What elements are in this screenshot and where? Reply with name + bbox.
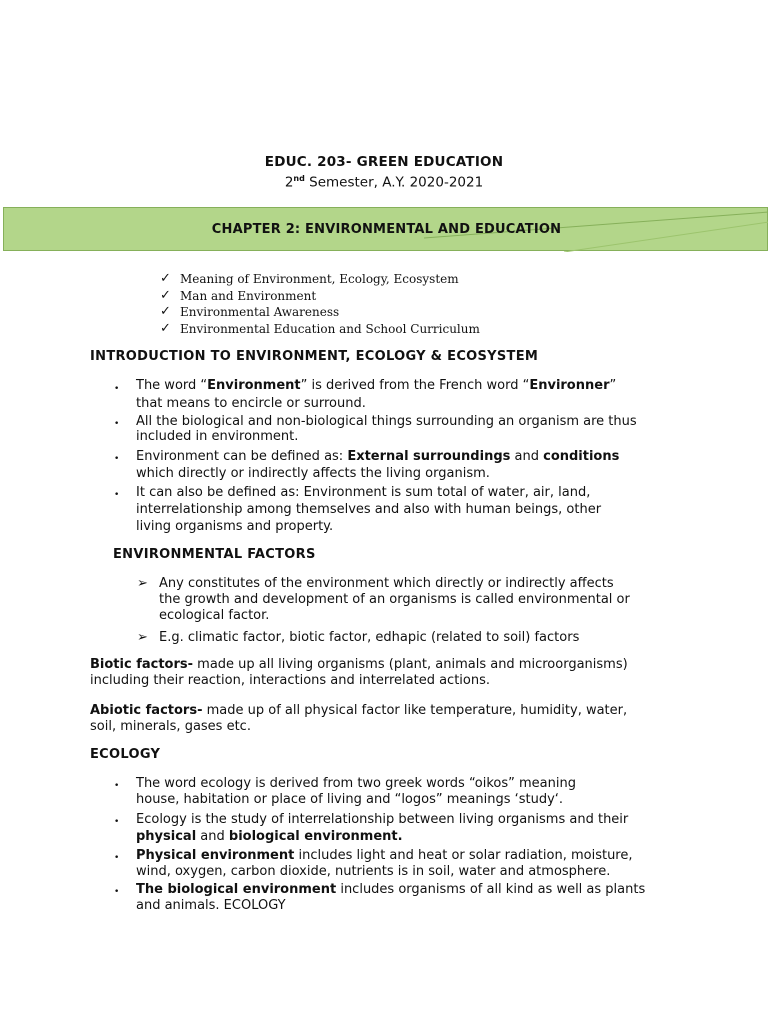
list-item <box>112 414 672 444</box>
list-item-text: It can also be defined as: Environment is sum total of water, air, land, interrelationship among themselves and also with human beings, other living organisms and property. <box>136 485 602 534</box>
semester-ordinal: nd <box>293 174 305 183</box>
topic-label: Environmental Education and School Curriculum <box>180 321 480 336</box>
list-item-text: The word ecology is derived from two greek words “oikos” meaning house, habitation or place of living and “logos” meanings ‘study‘. <box>136 776 576 807</box>
list-item-text: The biological environment includes organisms of all kind as well as plants and animals. ECOLOGY <box>136 882 646 913</box>
biotic-label: Biotic factors- <box>90 657 194 672</box>
bullet-icon: • <box>114 419 120 429</box>
biotic-paragraph: Biotic factors- made up all living organisms (plant, animals and microorganisms) including their reaction, interactions and interrelated actions. <box>90 657 628 688</box>
ecology-heading: ECOLOGY <box>90 747 161 762</box>
list-item <box>112 776 672 807</box>
factors-heading: ENVIRONMENTAL FACTORS <box>113 547 316 562</box>
checkmark-icon: ✓ <box>160 320 171 336</box>
list-item-text: Environment can be defined as: External surroundings and conditions which directly or indirectly affects the living organism. <box>136 449 620 481</box>
bullet-icon: • <box>114 490 120 500</box>
semester-number: 2 <box>284 174 294 191</box>
bullet-icon: • <box>114 781 120 791</box>
list-item-text: The word “Environment” is derived from the French word “Environner” that means to encircle or surround. <box>136 378 617 411</box>
list-item <box>112 811 672 845</box>
topic-item <box>160 288 480 305</box>
checkmark-icon: ✓ <box>160 271 171 286</box>
abiotic-label: Abiotic factors- <box>90 703 203 718</box>
bullet-icon: • <box>114 887 120 897</box>
topic-item <box>160 271 480 288</box>
list-item-text: All the biological and non-biological things surrounding an organism are thus included in environment. <box>136 414 637 444</box>
topic-item <box>160 321 480 338</box>
list-item <box>112 377 672 413</box>
list-item <box>137 630 677 646</box>
list-item <box>112 848 672 879</box>
bullet-icon: • <box>114 817 120 827</box>
list-item <box>112 448 672 482</box>
semester-text: Semester, A.Y. 2020-2021 <box>304 174 484 191</box>
topic-label: Meaning of Environment, Ecology, Ecosystem <box>180 272 459 286</box>
topic-label: Environmental Awareness <box>180 305 340 319</box>
list-item <box>137 576 677 624</box>
semester-line <box>0 174 768 191</box>
abiotic-paragraph: Abiotic factors- made up of all physical factor like temperature, humidity, water, soil, minerals, gases etc. <box>90 703 628 734</box>
chapter-title: CHAPTER 2: ENVIRONMENTAL AND EDUCATION <box>211 222 562 237</box>
list-item <box>112 882 672 913</box>
bullet-icon: • <box>114 853 120 863</box>
checkmark-icon: ✓ <box>160 287 171 303</box>
list-item <box>112 484 672 535</box>
topic-list <box>160 271 480 337</box>
chapter-banner <box>3 207 768 251</box>
arrow-bullet-icon: ➢ <box>137 576 148 591</box>
list-item-text: Any constitutes of the environment which directly or indirectly affects the growth and development of an organisms is called environmental or ecological factor. <box>159 576 630 623</box>
arrow-bullet-icon: ➢ <box>137 630 148 645</box>
bullet-icon: • <box>114 384 120 394</box>
list-item-text: Physical environment includes light and heat or solar radiation, moisture, wind, oxygen, carbon dioxide, nutrients is in soil, water and atmosphere. <box>136 848 633 879</box>
bullet-icon: • <box>114 454 120 464</box>
course-title: EDUC. 203- GREEN EDUCATION <box>264 154 504 170</box>
intro-heading: INTRODUCTION TO ENVIRONMENT, ECOLOGY & ECOSYSTEM <box>90 349 539 364</box>
list-item-text: Ecology is the study of interrelationship between living organisms and their physical and biological environment. <box>136 812 629 844</box>
list-item-text: E.g. climatic factor, biotic factor, edhapic (related to soil) factors <box>159 630 580 645</box>
topic-label: Man and Environment <box>180 288 317 303</box>
topic-item <box>160 304 480 321</box>
checkmark-icon: ✓ <box>160 304 171 319</box>
